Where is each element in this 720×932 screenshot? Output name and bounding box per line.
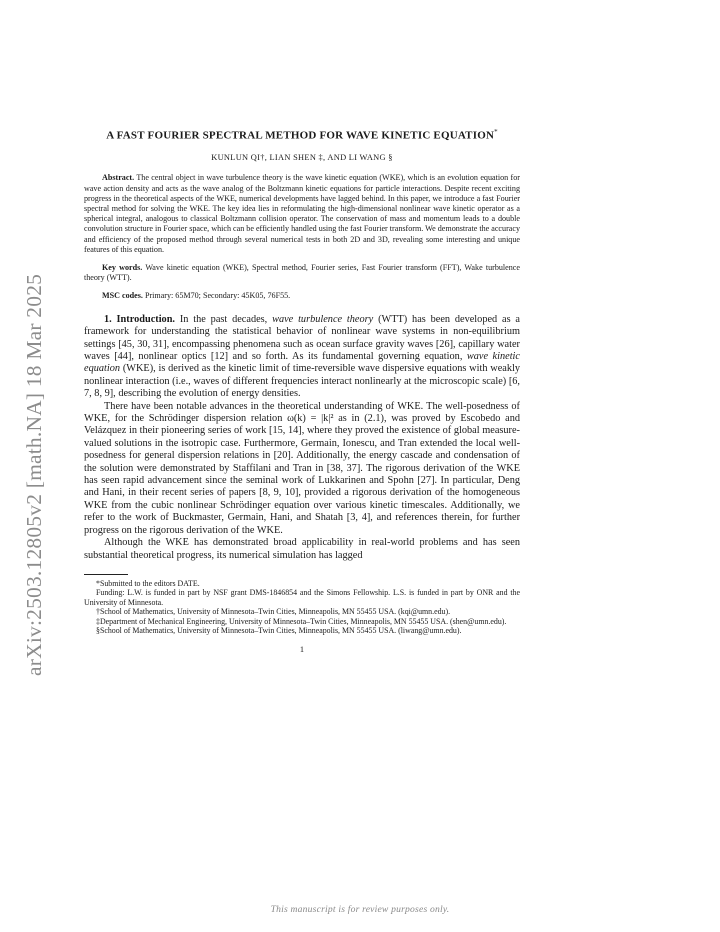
keywords-label: Key words. bbox=[102, 263, 143, 273]
footnote-author-1: †School of Mathematics, University of Minnesota–Twin Cities, Minneapolis, MN 55455 USA. (kqi@umn.edu). bbox=[96, 607, 451, 617]
emphasis-wtt: wave turbulence theory bbox=[272, 313, 374, 325]
abstract bbox=[84, 173, 520, 255]
intro-paragraph-3: Although the WKE has demonstrated broad applicability in real-world problems and has seen substantial theoretical progress, its numerical simulation has lagged bbox=[84, 537, 520, 561]
abstract-text: The central object in wave turbulence theory is the wave kinetic equation (WKE), which is an evolution equation for wave action density and acts as the wave analog of the Boltzmann kinetic equations for particle interactions. Despite recent exciting progress in the theoretical aspects of the WKE, numerical developments have lagged behind. In this paper, we introduce a fast Fourier spectral method for solving the WKE. The key idea lies in reformulating the high-dimensional nonlinear wave kinetic operator as a spherical integral, analogous to classical Boltzmann collision operator. The conservation of mass and momentum leads to a double convolution structure in Fourier space, which can be efficiently handled using the fast Fourier transform. We demonstrate the accuracy and efficiency of the proposed method through several numerical tests in both 2D and 3D, revealing some interesting and unique features of this equation. bbox=[84, 173, 520, 254]
paper-page bbox=[84, 126, 520, 656]
footnote-author-2: ‡Department of Mechanical Engineering, University of Minnesota–Twin Cities, Minneapolis, MN 55455 USA. (shen@umn.edu). bbox=[96, 616, 507, 626]
msc-codes bbox=[84, 291, 520, 301]
review-watermark: This manuscript is for review purposes only. bbox=[270, 904, 450, 915]
footnote-submitted: *Submitted to the editors DATE. bbox=[96, 578, 200, 588]
keywords bbox=[84, 263, 520, 283]
footnote-author-3: §School of Mathematics, University of Minnesota–Twin Cities, Minneapolis, MN 55455 USA. (liwang@umn.edu). bbox=[96, 625, 462, 635]
abstract-label: Abstract. bbox=[102, 173, 135, 183]
emphasis-wke: wave kinetic equation bbox=[84, 351, 520, 375]
page-number: 1 bbox=[299, 645, 305, 655]
paper-title: A FAST FOURIER SPECTRAL METHOD FOR WAVE KINETIC EQUATION* bbox=[106, 128, 498, 142]
section-heading: 1. Introduction. bbox=[104, 313, 176, 325]
footnotes bbox=[84, 579, 520, 635]
intro-paragraph-2: There have been notable advances in the theoretical understanding of WKE. The well-posedness of WKE, for the Schrödinger dispersion relation ω(k) = |k|² as in (2.1), was proved by Escobedo and Velázquez in their pioneering series of work [15, 14], where they proved the existence of global measure-valued solutions in the isotropic case. Furthermore, Germain, Ionescu, and Tran extended the local well-posedness for general dispersion relations in [20]. Additionally, the energy cascade and condensation of the solution were demonstrated by Staffilani and Tran in [38, 37]. The rigorous derivation of the WKE has seen rapid advancement since the seminal work of Lukkarinen and Spohn [27]. In particular, Deng and Hani, in their recent series of papers [8, 9, 10], provided a rigorous derivation of the homogeneous WKE from the cubic nonlinear Schrödinger equation over various kinetic timescales. Additionally, we refer to the work of Buckmaster, Germain, Hani, and Shatah [3, 4], and references therein, for further progress on the rigorous derivation of the WKE. bbox=[84, 400, 520, 536]
title-footnote-mark: * bbox=[494, 128, 498, 136]
footnote-funding: Funding: L.W. is funded in part by NSF grant DMS-1846854 and the Simons Fellowship. L.S. is funded in part by ONR and the University of Minnesota. bbox=[84, 588, 520, 607]
msc-label: MSC codes. bbox=[102, 291, 143, 301]
arxiv-id-text: arXiv:2503.12805v2 [math.NA] 18 Mar 2025 bbox=[22, 273, 46, 676]
arxiv-identifier bbox=[10, 200, 50, 680]
intro-paragraph-1: 1. Introduction. In the past decades, wave turbulence theory (WTT) has been developed as a framework for understanding the statistical behavior of nonlinear wave systems in non-equilibrium settings [45, 30, 31], encompassing phenomena such as ocean surface gravity waves [26], capillary water waves [44], nonlinear optics [12] and so forth. As its fundamental governing equation, wave kinetic equation (WKE), is derived as the kinetic limit of time-reversible wave dispersive equations with weakly nonlinear interaction (i.e., waves of different frequencies interact nonlinearly at the microscopic scale) [6, 7, 8, 9], describing the evolution of energy densities. bbox=[84, 313, 520, 400]
footnote-rule bbox=[84, 574, 128, 575]
introduction-section bbox=[84, 314, 520, 562]
keywords-text: Wave kinetic equation (WKE), Spectral method, Fourier series, Fast Fourier transform (FFT), Wake turbulence theory (WTT). bbox=[84, 263, 520, 283]
msc-text: Primary: 65M70; Secondary: 45K05, 76F55. bbox=[144, 291, 291, 301]
author-list: KUNLUN QI†, LIAN SHEN ‡, AND LI WANG § bbox=[211, 152, 393, 162]
